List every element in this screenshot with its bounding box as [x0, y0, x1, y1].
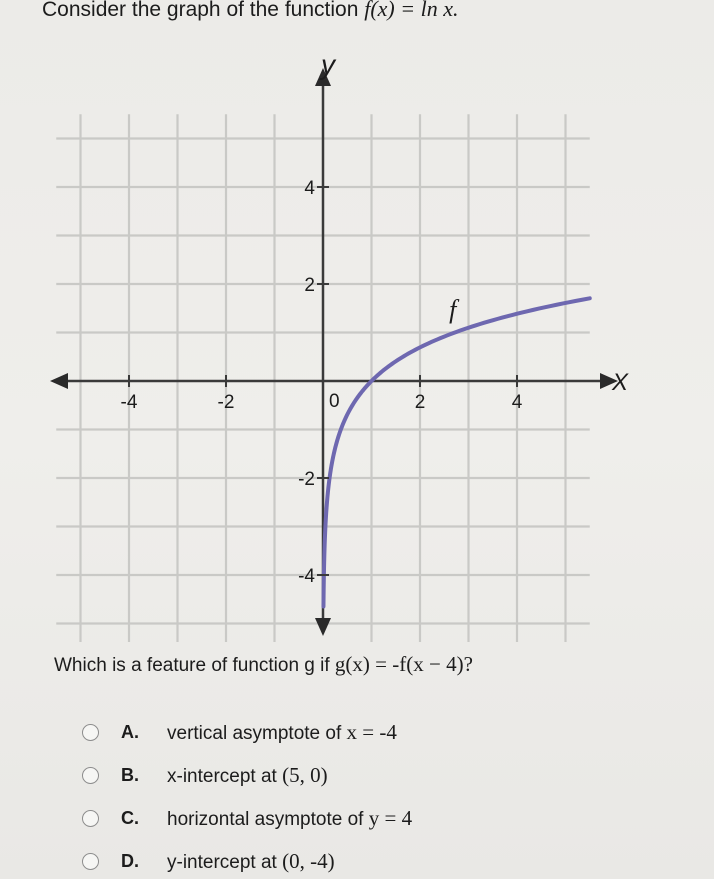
y-axis-label: y: [321, 52, 335, 80]
option-d-letter: D.: [121, 850, 139, 871]
option-a-letter: A.: [121, 721, 139, 742]
option-c-math: y = 4: [368, 805, 413, 830]
option-a[interactable]: [82, 718, 397, 746]
option-d[interactable]: [82, 847, 335, 875]
option-d-radio[interactable]: [82, 853, 99, 870]
y-tick-label: -2: [298, 469, 315, 490]
y-tick-label: 4: [304, 178, 315, 199]
option-c-letter: C.: [121, 807, 139, 828]
y-axis-arrow-down: [315, 618, 331, 636]
curve-label: f: [449, 294, 457, 324]
option-a-text: [167, 720, 397, 745]
x-tick-label: -2: [217, 392, 235, 413]
option-a-math: x = -4: [346, 719, 397, 744]
x-tick-label: -4: [120, 392, 138, 413]
option-b-text: [167, 763, 328, 788]
curve-f: [323, 298, 589, 606]
y-tick-label: 2: [304, 275, 315, 296]
question-text: [54, 652, 473, 677]
option-b-label: x-intercept at: [167, 765, 277, 787]
option-c-text: [167, 806, 412, 831]
option-b-letter: B.: [121, 764, 139, 785]
x-axis-label: X: [612, 369, 629, 396]
x-axis-arrow-left: [50, 373, 68, 389]
function-graph: [40, 52, 630, 642]
option-a-label: vertical asymptote of: [167, 722, 342, 744]
option-d-math: (0, -4): [282, 848, 335, 873]
x-tick-label: 2: [414, 392, 426, 413]
stem-text: Consider the graph of the function: [42, 0, 359, 21]
option-b-radio[interactable]: [82, 767, 99, 784]
option-a-radio[interactable]: [82, 724, 99, 741]
y-tick-label: -4: [298, 566, 315, 587]
origin-label: 0: [329, 391, 340, 412]
axes: [50, 68, 618, 636]
question-math: g(x) = -f(x − 4)?: [334, 652, 473, 676]
stem-math: f(x) = ln x.: [364, 0, 459, 21]
option-c-radio[interactable]: [82, 810, 99, 827]
option-d-label: y-intercept at: [167, 851, 277, 873]
option-d-text: [167, 849, 335, 874]
question-prefix: Which is a feature of function g if: [54, 655, 330, 676]
option-c-label: horizontal asymptote of: [167, 808, 364, 830]
option-b[interactable]: [82, 761, 328, 789]
question-stem: [42, 0, 458, 22]
option-c[interactable]: [82, 804, 412, 832]
x-tick-label: 4: [511, 392, 523, 413]
option-b-math: (5, 0): [282, 762, 328, 787]
